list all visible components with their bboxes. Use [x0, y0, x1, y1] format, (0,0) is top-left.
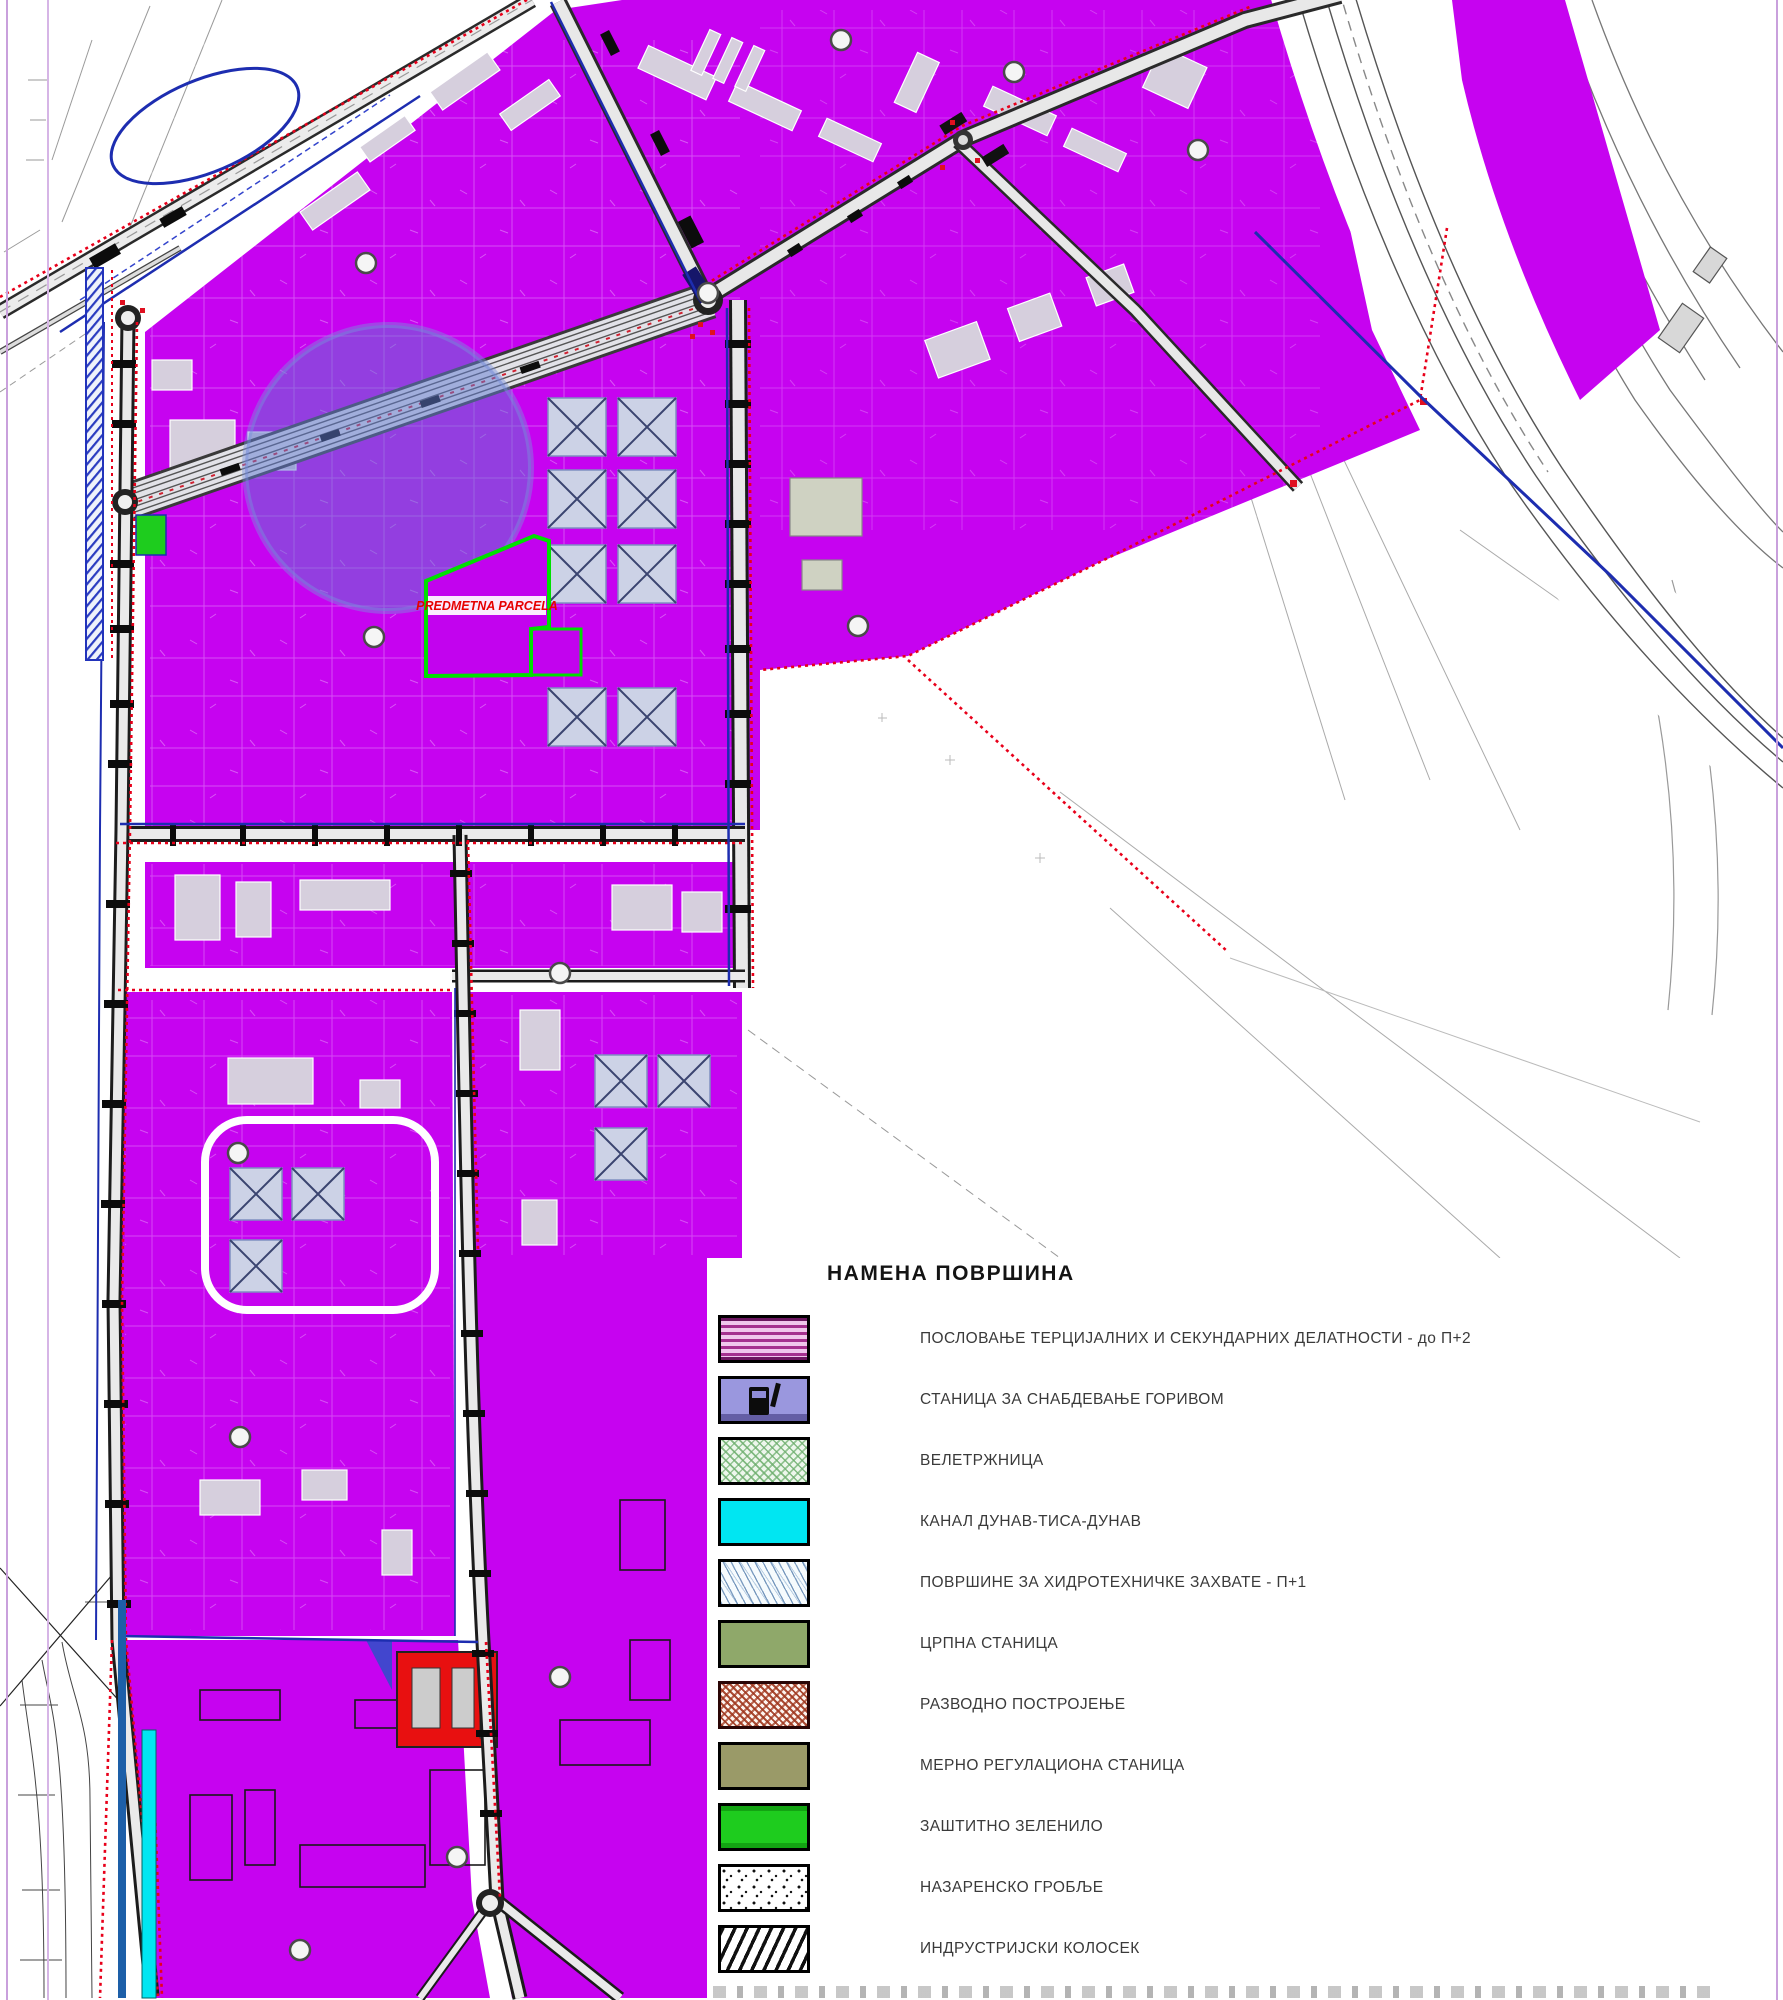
- legend-swatch-kanal-dtd: [718, 1498, 810, 1546]
- legend-swatch-hidrotehnicki: [718, 1559, 810, 1607]
- legend-swatch-merno-reg: [718, 1742, 810, 1790]
- legend-item-label: РАЗВОДНО ПОСТРОЈЕЊЕ: [920, 1696, 1126, 1713]
- protective-green-patch: [136, 515, 166, 555]
- legend-item-hidrotehnicki: [707, 1559, 1783, 1607]
- legend-swatch-zastitno: [718, 1803, 810, 1851]
- legend-title: НАМЕНА ПОВРШИНА: [827, 1262, 1075, 1285]
- legend-item-poslovanje: [707, 1315, 1783, 1363]
- page-border-left-outer: [6, 0, 8, 2000]
- legend-item-merno-reg: [707, 1742, 1783, 1790]
- legend-item-label: ЗАШТИТНО ЗЕЛЕНИЛО: [920, 1818, 1104, 1835]
- legend-item-label: ЦРПНА СТАНИЦА: [920, 1635, 1059, 1652]
- legend-swatch-stanica-gorivo: [718, 1376, 810, 1424]
- legend-swatch-crpna-stanica: [718, 1620, 810, 1668]
- page-border-right: [1776, 0, 1778, 2000]
- hydro-strip: [86, 268, 103, 660]
- legend-item-label: КАНАЛ ДУНАВ-ТИСА-ДУНАВ: [920, 1513, 1142, 1530]
- legend-swatch-poslovanje: [718, 1315, 810, 1363]
- legend-item-veletrznica: [707, 1437, 1783, 1485]
- clipped-bottom-row: [713, 1986, 1713, 1998]
- page-border-left-inner: [47, 0, 49, 2000]
- legend-swatch-groblje: [718, 1864, 810, 1912]
- legend-item-zastitno: [707, 1803, 1783, 1851]
- legend-item-kanal-dtd: [707, 1498, 1783, 1546]
- canal-blue-line: [118, 1600, 126, 1998]
- legend-swatch-kolosek: [718, 1925, 810, 1973]
- legend-item-label: ПОВРШИНЕ ЗА ХИДРОТЕХНИЧКЕ ЗАХВАТЕ - П+1: [920, 1574, 1307, 1591]
- legend-item-label: ИНДРУСТРИЈСКИ КОЛОСЕК: [920, 1940, 1140, 1957]
- legend-item-label: СТАНИЦА ЗА СНАБДЕВАЊЕ ГОРИВОМ: [920, 1391, 1225, 1408]
- legend-item-stanica-gorivo: [707, 1376, 1783, 1424]
- legend-item-label: ВЕЛЕТРЖНИЦА: [920, 1452, 1044, 1469]
- legend-item-label: ПОСЛОВАЊЕ ТЕРЦИЈАЛНИХ И СЕКУНДАРНИХ ДЕЛАТНОСТИ - до П+2: [920, 1330, 1471, 1347]
- legend-box: [707, 1258, 1783, 2000]
- legend-swatch-veletrznica: [718, 1437, 810, 1485]
- fuel-hose-icon: [770, 1383, 781, 1407]
- legend-item-label: МЕРНО РЕГУЛАЦИОНА СТАНИЦА: [920, 1757, 1185, 1774]
- legend-item-kolosek: [707, 1925, 1783, 1973]
- canal-cyan-strip: [142, 1730, 156, 1998]
- adjacent-parcel-outline: [531, 629, 581, 675]
- legend-item-razvodno: [707, 1681, 1783, 1729]
- legend-swatch-razvodno: [718, 1681, 810, 1729]
- legend-item-label: НАЗАРЕНСКО ГРОБЉЕ: [920, 1879, 1104, 1896]
- fuel-pump-icon: [749, 1387, 769, 1415]
- legend-item-groblje: [707, 1864, 1783, 1912]
- legend-item-crpna-stanica: [707, 1620, 1783, 1668]
- parcel-label: PREDMETNA PARCELA: [416, 599, 558, 613]
